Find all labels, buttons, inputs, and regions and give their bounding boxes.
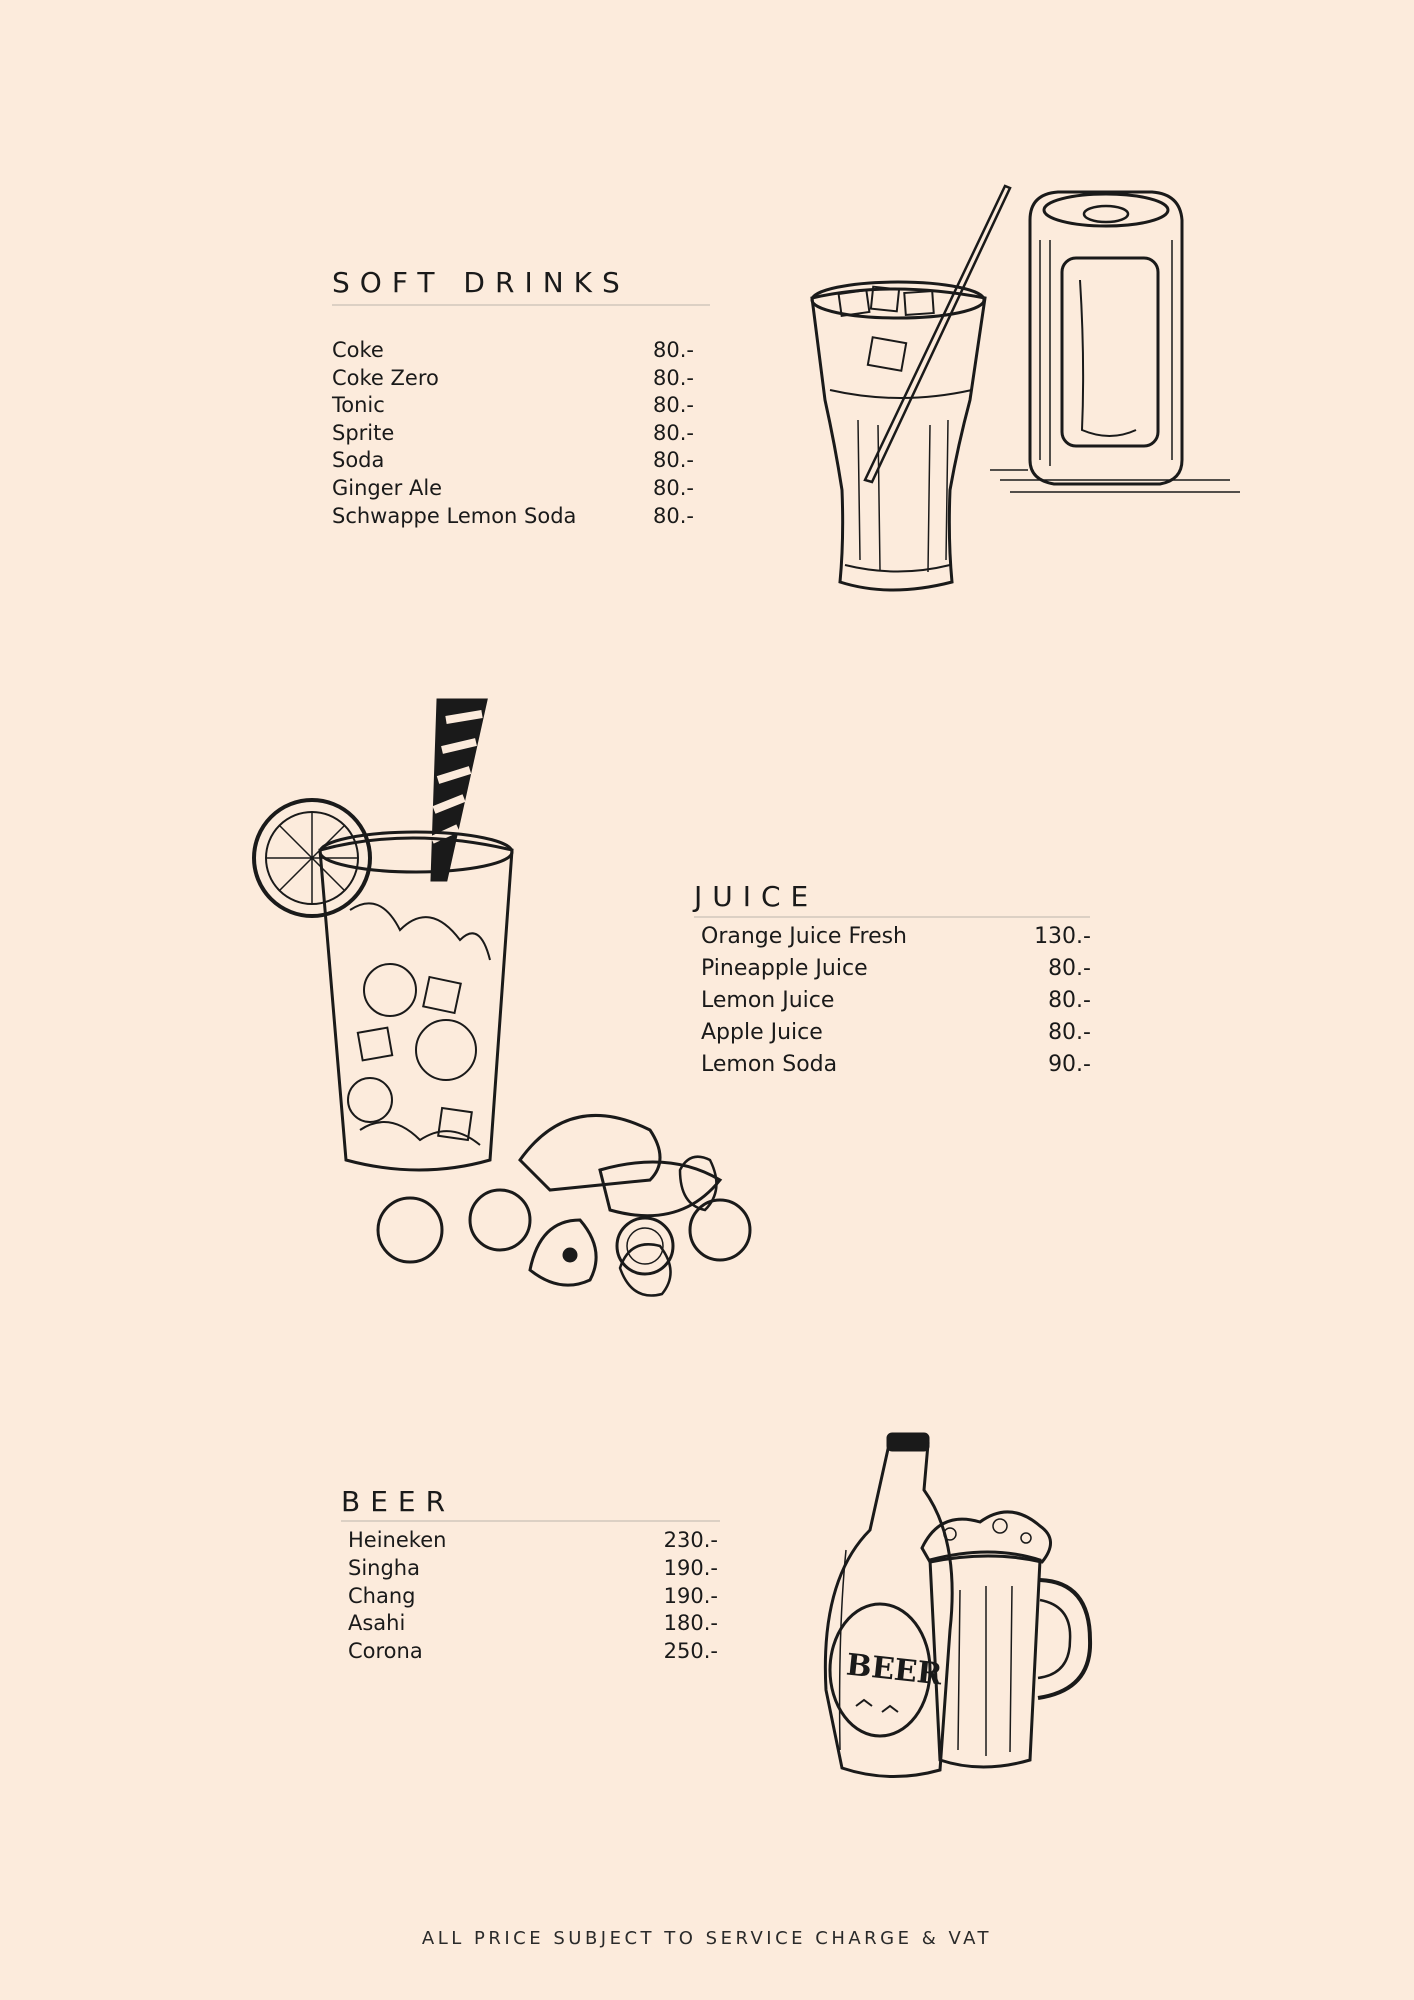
item-name: Corona: [348, 1639, 423, 1664]
item-name: Pineapple Juice: [701, 956, 868, 981]
beer-bottle-and-mug-illustration: [790, 1430, 1110, 1790]
bottle-label-text: BEER: [844, 1647, 944, 1693]
item-price: 180.-: [663, 1611, 718, 1636]
soft-drinks-divider: [332, 304, 710, 306]
soft-drinks-title: SOFT DRINKS: [332, 266, 630, 299]
soda-glass-and-can-icon: [800, 180, 1250, 600]
item-price: 80.-: [653, 475, 694, 500]
item-name: Orange Juice Fresh: [701, 924, 908, 949]
item-price: 80.-: [1048, 988, 1091, 1013]
item-name: Coke: [332, 338, 384, 362]
item-price: 80.-: [653, 365, 694, 390]
item-name: Heineken: [348, 1528, 447, 1552]
juice-title: JUICE: [694, 880, 819, 913]
item-price: 130.-: [1034, 924, 1091, 949]
lemonade-glass-icon: [250, 690, 810, 1310]
list-item: [348, 1584, 718, 1612]
item-name: Chang: [348, 1583, 416, 1608]
list-item: [348, 1639, 718, 1667]
item-name: Coke Zero: [332, 365, 439, 390]
item-price: 80.-: [653, 420, 694, 445]
soda-glass-and-can-illustration: [800, 180, 1250, 600]
lemonade-and-fruit-illustration: [250, 690, 810, 1310]
item-price: 80.-: [1048, 956, 1091, 981]
list-item: [332, 448, 694, 476]
list-item: [348, 1528, 718, 1556]
beer-list: [348, 1528, 718, 1667]
item-price: 80.-: [653, 448, 694, 473]
list-item: [332, 366, 694, 394]
item-price: 90.-: [1048, 1052, 1091, 1077]
beer-title: BEER: [341, 1485, 456, 1518]
beer-bottle-icon: [790, 1430, 1110, 1790]
item-price: 80.-: [1048, 1020, 1091, 1045]
item-price: 250.-: [663, 1639, 718, 1664]
list-item: [332, 421, 694, 449]
item-price: 80.-: [653, 393, 694, 418]
soft-drinks-list: [332, 338, 694, 531]
list-item: [332, 338, 694, 366]
item-name: Ginger Ale: [332, 475, 443, 500]
list-item: [348, 1611, 718, 1639]
item-name: Lemon Juice: [701, 988, 835, 1013]
item-name: Tonic: [332, 393, 385, 418]
item-name: Lemon Soda: [701, 1052, 838, 1077]
list-item: [348, 1556, 718, 1584]
item-name: Singha: [348, 1555, 420, 1580]
item-name: Soda: [332, 448, 385, 473]
service-charge-note: ALL PRICE SUBJECT TO SERVICE CHARGE & VAT: [421, 1928, 993, 1949]
item-price: 80.-: [653, 338, 694, 362]
list-item: [332, 504, 694, 532]
list-item: [332, 476, 694, 504]
item-name: Apple Juice: [701, 1020, 823, 1045]
beer-divider: [341, 1520, 720, 1522]
item-name: Schwappe Lemon Soda: [332, 503, 577, 528]
item-price: 230.-: [663, 1528, 718, 1552]
item-price: 190.-: [663, 1583, 718, 1608]
list-item: [332, 393, 694, 421]
item-price: 190.-: [663, 1555, 718, 1580]
item-price: 80.-: [653, 503, 694, 528]
item-name: Sprite: [332, 420, 395, 445]
item-name: Asahi: [348, 1611, 406, 1636]
